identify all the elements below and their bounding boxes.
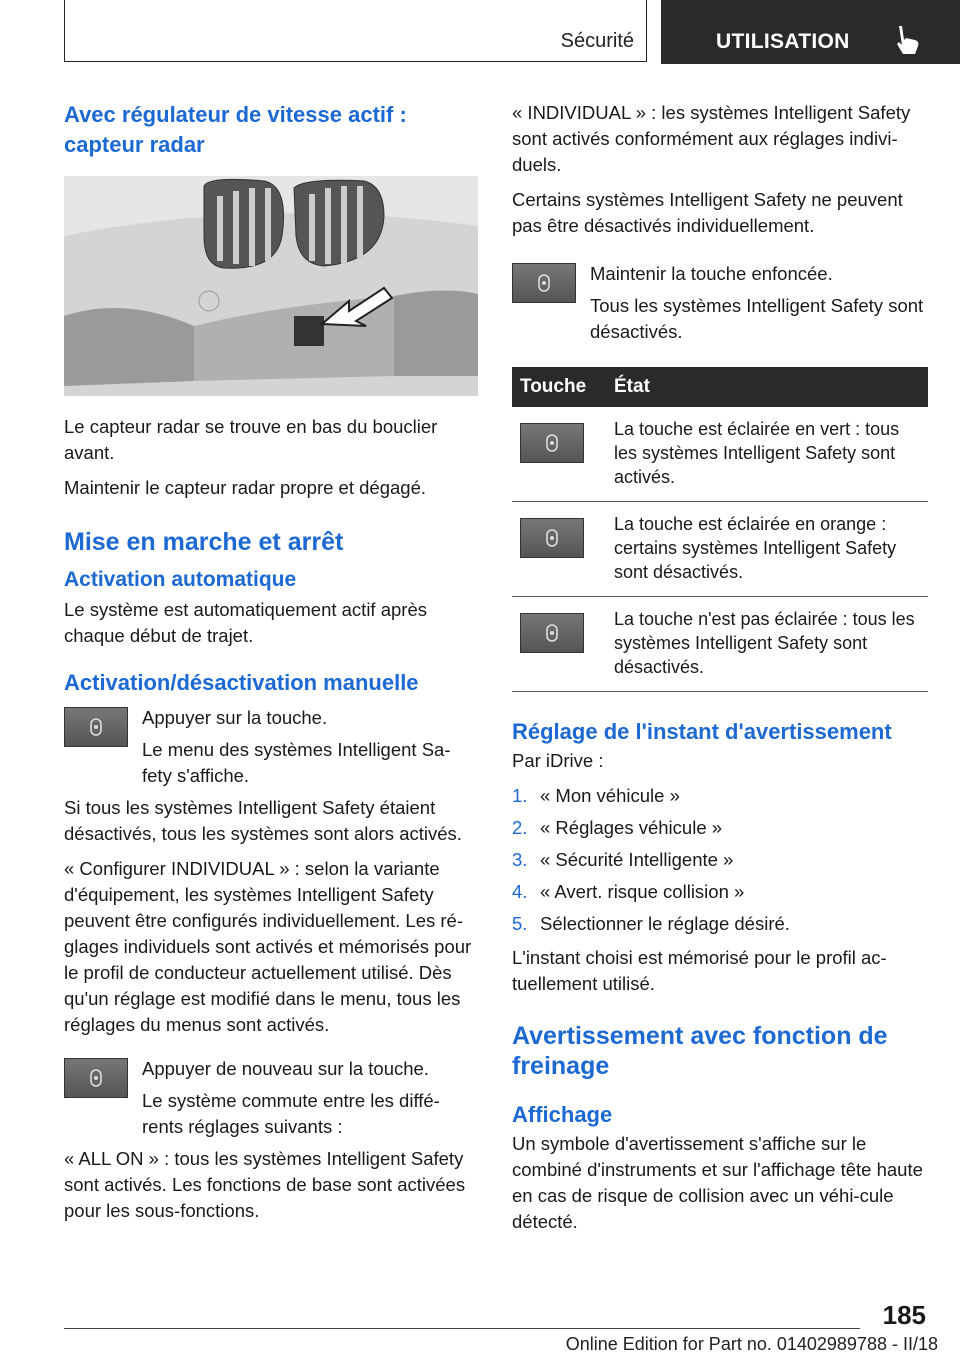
pointing-hand-icon	[895, 24, 921, 56]
idrive-steps-list	[512, 783, 928, 937]
list-item: 4. « Avert. risque collision »	[512, 881, 745, 902]
intelligent-safety-button	[64, 707, 128, 747]
table-header-key: Touche	[512, 367, 606, 407]
table-header-state: État	[606, 367, 928, 407]
heading-display: Affichage	[512, 1102, 613, 1127]
section-title: Sécurité	[560, 30, 634, 52]
safety-icon	[543, 529, 561, 547]
safety-icon	[543, 434, 561, 452]
chapter-title: UTILISATION	[716, 30, 850, 53]
heading-warning-time: Réglage de l'instant d'avertissement	[512, 719, 892, 744]
safety-icon	[87, 718, 105, 736]
right-column	[512, 100, 928, 1244]
stored-text: L'instant choisi est mémorisé pour le profil ac-tuellement utilisé.	[512, 947, 887, 994]
heading-on-off: Mise en marche et arrêt	[64, 528, 344, 556]
heading-radar: Avec régulateur de vitesse actif : capteur radar	[64, 102, 407, 157]
auto-activation-text: Le système est automatiquement actif après chaque début de trajet.	[64, 599, 427, 646]
heading-brake-warning: Avertissement avec fonction de freinage	[512, 1022, 888, 1080]
press-button-row-2	[64, 1056, 478, 1140]
list-item: 5. Sélectionner le réglage désiré.	[512, 913, 790, 934]
press-button-row-1	[64, 705, 478, 789]
list-item: 2. « Réglages véhicule »	[512, 817, 723, 838]
left-column	[64, 100, 478, 1233]
header-section-box	[64, 0, 647, 62]
hold-button-row	[512, 261, 928, 345]
chapter-tab	[661, 0, 960, 64]
safety-icon	[87, 1069, 105, 1087]
switches-between-text: Le système commute entre les diffé-rents réglages suivants :	[142, 1090, 440, 1137]
individual-text: « INDIVIDUAL » : les systèmes Intelligent Safety sont activés conformément aux réglages indivi-duels.	[512, 102, 911, 175]
table-row	[512, 407, 928, 502]
state-green-text: La touche est éclairée en vert : tous les systèmes Intelligent Safety sont activés.	[606, 407, 928, 502]
edition-text: Online Edition for Part no. 01402989788 - II/18	[565, 1334, 938, 1354]
all-deactivated-hold-text: Tous les systèmes Intelligent Safety sont désactivés.	[590, 295, 924, 342]
intelligent-safety-button	[520, 613, 584, 653]
front-bumper-radar-illustration	[64, 176, 478, 396]
all-deactivated-text: Si tous les systèmes Intelligent Safety étaient désactivés, tous les systèmes sont alors activés.	[64, 797, 462, 844]
cannot-deactivate-text: Certains systèmes Intelligent Safety ne peuvent pas être désactivés individuellement.	[512, 189, 903, 236]
radar-clean-text: Maintenir le capteur radar propre et dégagé.	[64, 477, 426, 498]
intelligent-safety-button	[520, 518, 584, 558]
list-item: 3. « Sécurité Intelligente »	[512, 849, 734, 870]
via-idrive-text: Par iDrive :	[512, 750, 604, 771]
configure-individual-text: « Configurer INDIVIDUAL » : selon la variante d'équipement, les systèmes Intelligent Safety peuvent être configurés individuellement. Les ré-glages individuels sont activés et mémorisés pour le profil de conducteur actuellement utilisé. Dès qu'un réglage est modifié dans le menu, tous les réglages du menus sont activés.	[64, 858, 472, 1035]
all-on-text: « ALL ON » : tous les systèmes Intelligent Safety sont activés. Les fonctions de base sont activées pour les sous-fonctions.	[64, 1148, 466, 1221]
footer-divider	[64, 1328, 860, 1329]
press-again-text: Appuyer de nouveau sur la touche.	[142, 1058, 429, 1079]
heading-auto-activation: Activation automatique	[64, 568, 297, 591]
table-row	[512, 597, 928, 692]
radar-location-text: Le capteur radar se trouve en bas du bouclier avant.	[64, 416, 438, 463]
page-number: 185	[882, 1300, 926, 1330]
press-button-text: Appuyer sur la touche.	[142, 707, 328, 728]
state-orange-text: La touche est éclairée en orange : certains systèmes Intelligent Safety sont désactivés.	[606, 502, 928, 597]
safety-icon	[535, 274, 553, 292]
intelligent-safety-button	[520, 423, 584, 463]
button-state-table	[512, 367, 928, 692]
display-text: Un symbole d'avertissement s'affiche sur le combiné d'instruments et sur l'affichage tête haute en cas de risque de collision avec un véhi-cule détecté.	[512, 1133, 923, 1232]
intelligent-safety-button	[512, 263, 576, 303]
state-off-text: La touche n'est pas éclairée : tous les systèmes Intelligent Safety sont désactivés.	[606, 597, 928, 692]
table-row	[512, 502, 928, 597]
heading-manual-activation: Activation/désactivation manuelle	[64, 670, 419, 695]
safety-icon	[543, 624, 561, 642]
menu-shown-text: Le menu des systèmes Intelligent Sa-fety s'affiche.	[142, 739, 451, 786]
hold-button-text: Maintenir la touche enfoncée.	[590, 263, 833, 284]
intelligent-safety-button	[64, 1058, 128, 1098]
list-item: 1. « Mon véhicule »	[512, 785, 680, 806]
